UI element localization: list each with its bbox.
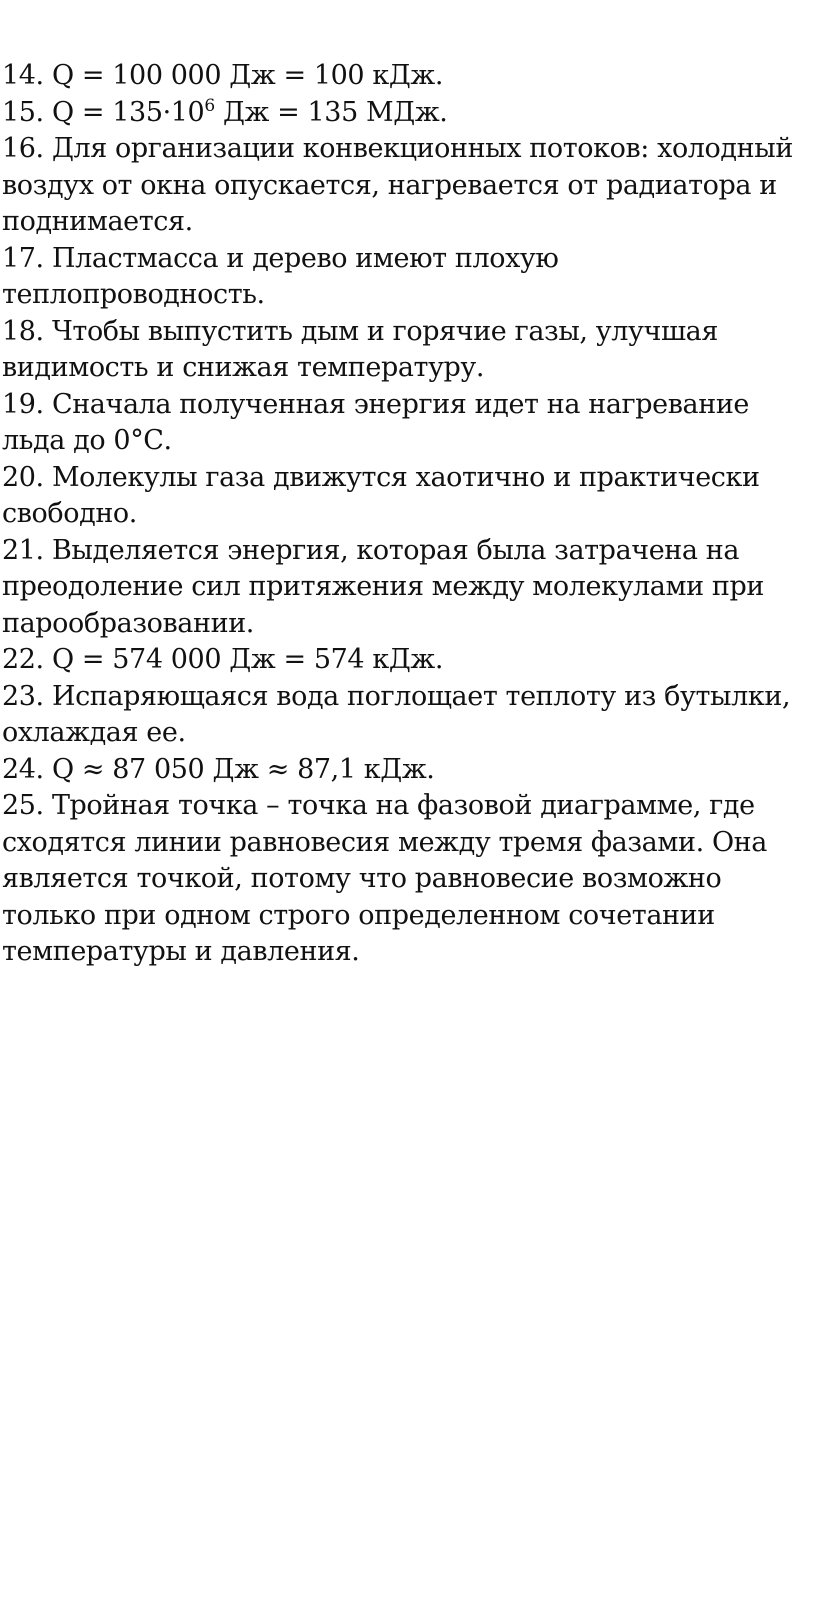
answer-text: Чтобы выпустить дым и горячие газы, улучшая видимость и снижая температуру. — [2, 315, 719, 383]
answer-item — [2, 95, 808, 132]
answer-item — [2, 642, 808, 679]
answer-number: 15. — [2, 96, 44, 128]
answer-number: 21. — [2, 534, 44, 566]
answer-number: 22. — [2, 644, 44, 675]
answer-item — [2, 788, 808, 971]
answer-text: Выделяется энергия, которая была затрачена на преодоление сил притяжения между молекулами при парообразовании. — [2, 534, 764, 639]
answer-number: 18. — [2, 315, 44, 347]
answer-item — [2, 387, 808, 460]
answer-item — [2, 58, 808, 95]
answer-text — [52, 97, 448, 128]
exponent: 6 — [204, 95, 215, 116]
answer-number: 24. — [2, 753, 44, 785]
answer-item — [2, 460, 808, 533]
answer-number: 20. — [2, 461, 44, 493]
formula-rest: Дж = 135 МДж. — [214, 96, 448, 128]
answer-text: Для организации конвекционных потоков: холодный воздух от окна опускается, нагревается от радиатора и поднимается. — [2, 133, 793, 237]
answer-number: 14. — [2, 60, 44, 91]
answer-number: 17. — [2, 242, 44, 274]
answer-number: 19. — [2, 388, 44, 420]
answer-text: Q = 574 000 Дж = 574 кДж. — [51, 644, 444, 675]
answer-item — [2, 533, 808, 643]
formula-base: Q = 135·10 — [51, 96, 205, 128]
answer-item — [2, 314, 808, 387]
answer-text: Молекулы газа движутся хаотично и практически свободно. — [2, 461, 760, 529]
answers-list — [2, 58, 808, 971]
answer-number: 23. — [2, 680, 44, 712]
answer-item — [2, 752, 808, 789]
answer-item — [2, 679, 808, 752]
answer-text: Q = 100 000 Дж = 100 кДж. — [51, 60, 444, 91]
answer-item — [2, 131, 808, 241]
answer-number: 25. — [2, 790, 44, 821]
answer-text: Q ≈ 87 050 Дж ≈ 87,1 кДж. — [51, 753, 435, 785]
answer-text: Сначала полученная энергия идет на нагревание льда до 0°С. — [2, 388, 749, 456]
answer-number: 16. — [2, 133, 44, 164]
answer-text: Пластмасса и дерево имеют плохую теплопроводность. — [2, 242, 559, 310]
answer-text: Тройная точка – точка на фазовой диаграмме, где сходятся линии равновесия между тремя фазами. Она является точкой, потому что равновесие возможно только при одном строго определенном сочетании температуры и давления. — [2, 790, 767, 967]
answer-text: Испаряющаяся вода поглощает теплоту из бутылки, охлаждая ее. — [2, 680, 791, 748]
answer-item — [2, 241, 808, 314]
